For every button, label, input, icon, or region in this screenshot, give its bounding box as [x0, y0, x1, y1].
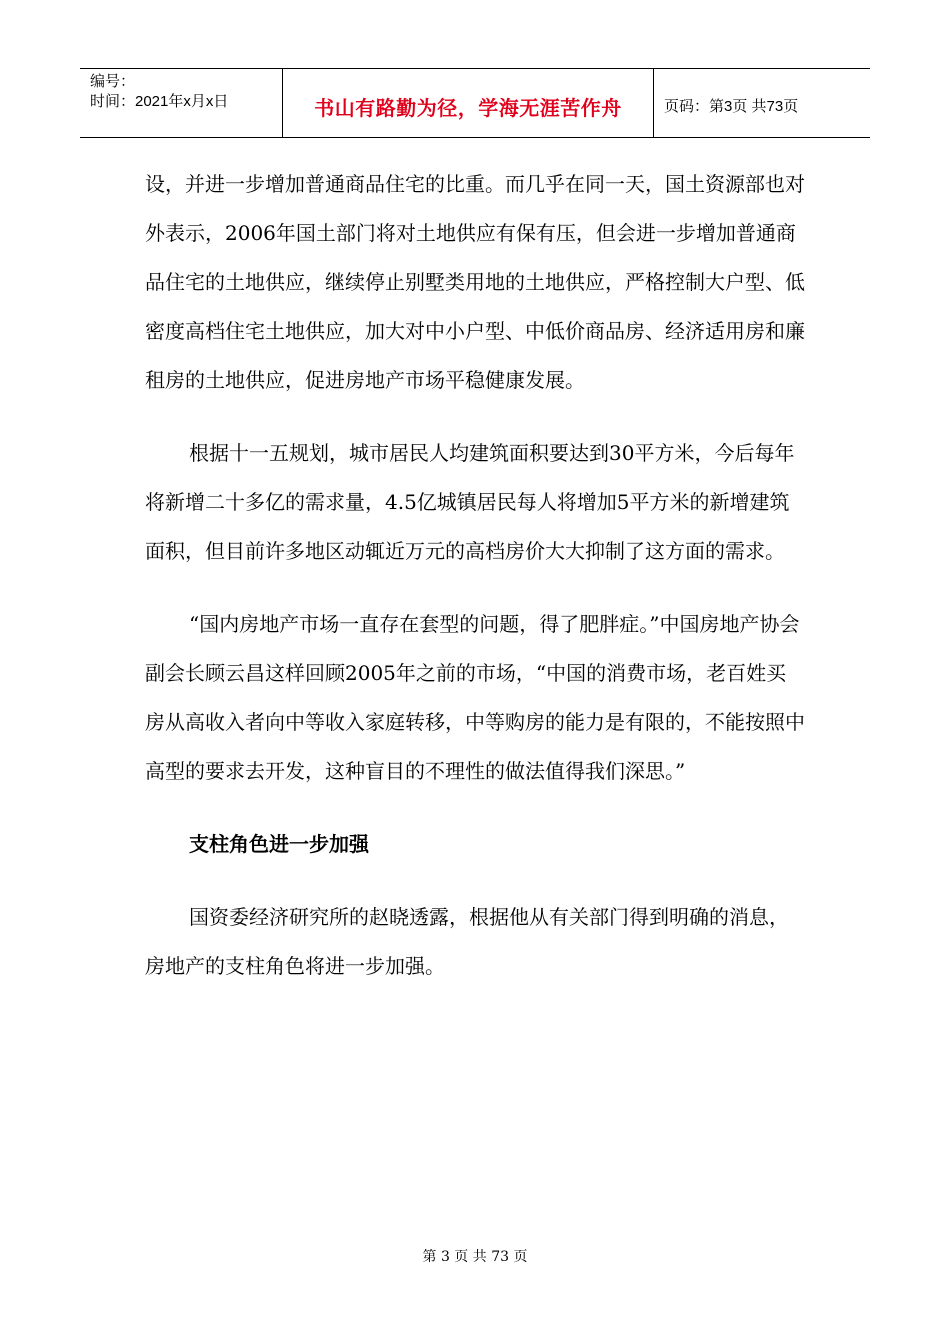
body-paragraph: “国内房地产市场一直存在套型的问题，得了肥胖症。”中国房地产协会副会长顾云昌这样回顾2005年之前的市场，“中国的消费市场，老百姓买房从高收入者向中等收入家庭转移，中等购房的能力是有限的，不能按照中高型的要求去开发，这种盲目的不理性的做法值得我们深思。”	[145, 612, 805, 783]
document-body	[145, 160, 805, 1015]
header-page-info: 页码：第3页 共73页	[664, 97, 799, 115]
section-heading: 支柱角色进一步加强	[189, 832, 369, 856]
page-footer: 第 3 页 共 73 页	[422, 1249, 528, 1265]
document-date: 时间：2021年x月x日	[90, 93, 229, 110]
header-meta	[80, 69, 283, 137]
body-paragraph: 国资委经济研究所的赵晓透露，根据他从有关部门得到明确的消息，房地产的支柱角色将进一步加强。	[145, 905, 789, 978]
body-paragraph: 根据十一五规划，城市居民人均建筑面积要达到30平方米，今后每年将新增二十多亿的需求量，4.5亿城镇居民每人将增加5平方米的新增建筑面积，但目前许多地区动辄近万元的高档房价大大抑制了这方面的需求。	[145, 441, 795, 563]
document-number-label: 编号：	[90, 73, 136, 90]
body-paragraph: 设，并进一步增加普通商品住宅的比重。而几乎在同一天，国土资源部也对外表示，2006年国土部门将对土地供应有保有压，但会进一步增加普通商品住宅的土地供应，继续停止别墅类用地的土地供应，严格控制大户型、低密度高档住宅土地供应，加大对中小户型、中低价商品房、经济适用房和廉租房的土地供应，促进房地产市场平稳健康发展。	[145, 172, 805, 392]
header-motto: 书山有路勤为径，学海无涯苦作舟	[283, 69, 654, 137]
page-header	[80, 68, 870, 138]
